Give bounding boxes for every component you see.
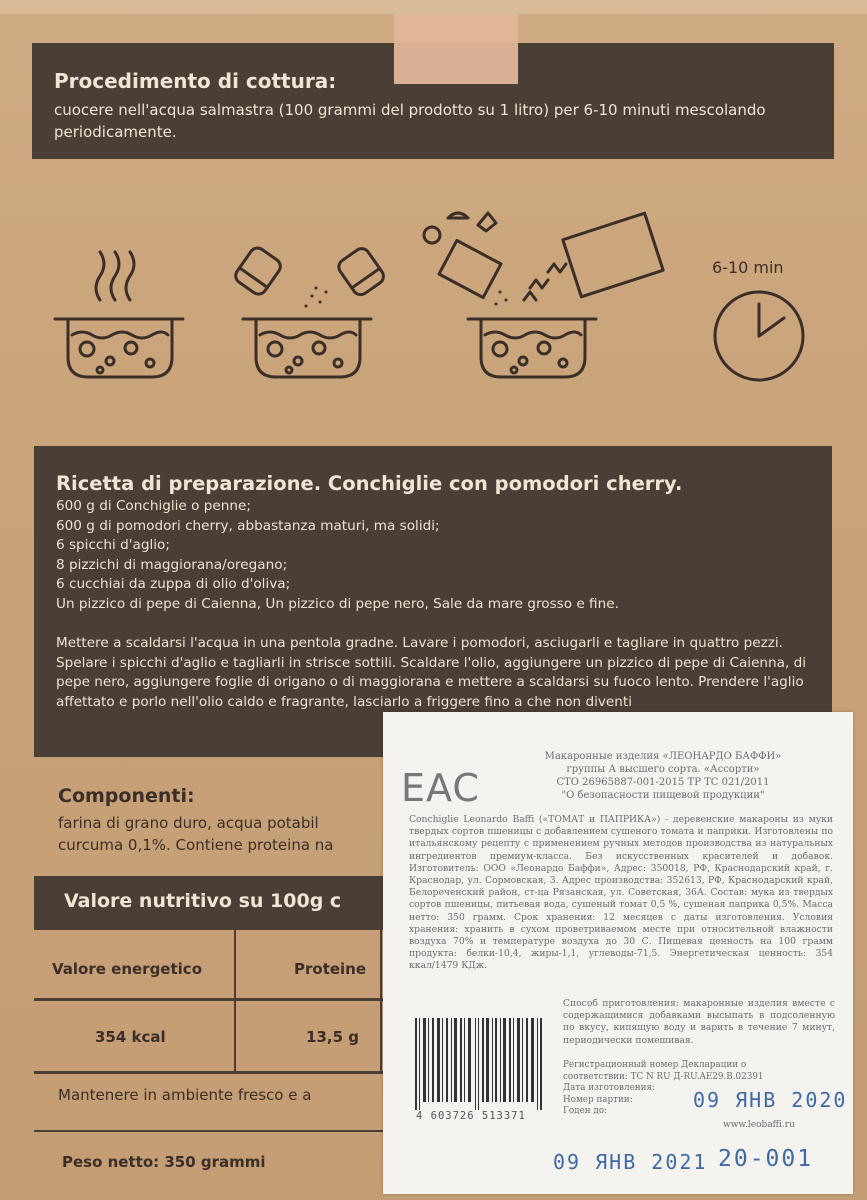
registration-line: Регистрационный номер Декларации о [563,1060,747,1070]
tape-strip [394,14,518,84]
list-item: 8 pizzichi di maggiorana/oregano; [56,556,288,573]
net-weight: Peso netto: 350 grammi [62,1153,266,1171]
components-text [58,812,388,856]
cooking-steps-illustration [0,200,867,400]
components-line: curcuma 0,1%. Contiene proteina na [58,836,334,854]
production-date-stamp: 09 ЯНВ 2020 [693,1088,848,1112]
barcode [415,1018,543,1110]
barcode-number: 4 603726 513371 [416,1110,526,1122]
recipe-method: Mettere a scaldarsi l'acqua in una pentola gradne. Lavare i pomodori, asciugarli e tagliare in quattro pezzi. Spelare i spicchi d'aglio e tagliarli in strisce sottili. Scaldare l'olio, aggiungere un pizzico di pepe di Caienna, di pepe nero, aggiungere foglie di origano o di maggiorana e mettere a scaldarsi su fuoco lento. Prendere l'aglio affettato e porlo nell'olio caldo e fragrante, lasciarlo a friggere fino a che non diventi [56,635,807,711]
table-divider [34,998,384,1001]
salt-pot-icon [233,245,387,377]
table-divider [234,930,236,1072]
lot-number-stamp: 20-001 [718,1146,814,1172]
nutrition-protein-value: 13,5 g [306,1028,359,1046]
sticker-header-line: группы А высшего сорта. «Ассорти» [566,764,760,775]
storage-text: Mantenere in ambiente fresco e a [58,1086,312,1104]
sticker-header-line: "О безопасности пищевой продукции" [561,790,765,801]
clock-icon [715,292,803,380]
components-line: farina di grano duro, acqua potabil [58,814,319,832]
nutrition-title: Valore nutritivo su 100g c [64,890,342,912]
recipe-title: Ricetta di preparazione. Conchiglie con pomodori cherry. [56,472,683,495]
registration-line: соответствии: TC N RU Д-RU.AE29.B.02391 [563,1071,764,1082]
nutrition-energy-value: 354 kcal [95,1028,166,1046]
eac-mark: EAC [401,766,480,810]
cooking-text: cuocere nell'acqua salmastra (100 grammi del prodotto su 1 litro) per 6-10 minuti mescolando periodicamente. [54,101,766,141]
sticker-header-line: Макаронные изделия «ЛЕОНАРДО БАФФИ» [544,751,782,762]
table-divider [380,930,382,1072]
list-item: 600 g di pomodori cherry, abbastanza maturi, ma solidi; [56,517,440,534]
sticker-description: Conchiglie Leonardo Baffi («ТОМАТ и ПАПРИКА») - деревенские макароны из муки твердых сортов пшеницы с добавлением сушеного томата и паприки. Изготовлены по итальянскому рецепту с применением ручных методов производства из натуральных ингредиентов премиум-класса. Без искусственных красителей и добавок. Изготовитель: ООО «Леонардо Баффи», Адрес: 350018, РФ, Краснодарский край, г. Краснодар, ул. Сормовская, 3. Адрес производства: 352613, РФ, Краснодарский край, Белореченский район, ст-ца Рязанская, ул. Советская, 36А. Состав: мука из твердых сортов пшеницы, питьевая вода, сушеный томат 0,5 %, сушеная паприка 0,5%. Масса нетто: 350 грамм. Срок хранения: 12 месяцев с даты изготовления. Условия хранения: хранить в сухом проветриваемом месте при относительной влажности воздуха 70% и температуре воздуха до 30 С. Пищевая ценность на 100 грамм продукта: белки-10,4, жиры-1,1, углеводы-71,5. Энергетическая ценность: 354 ккал/1479 КДж. [409,814,833,972]
list-item: Un pizzico di pepe di Caienna, Un pizzico di pepe nero, Sale da mare grosso e fine. [56,595,619,612]
sticker-header [493,750,833,802]
cooking-title: Procedimento di cottura: [54,69,337,93]
package-top-edge [0,0,867,14]
registration-line: Годен до: [563,1106,608,1116]
list-item: 600 g di Conchiglie o penne; [56,498,251,514]
nutrition-col-energy: Valore energetico [52,960,202,978]
website: www.leobaffi.ru [723,1120,795,1130]
registration-line: Номер партии: [563,1094,633,1105]
pasta-pot-icon [424,213,663,377]
list-item: 6 cucchiai da zuppa di olio d'oliva; [56,576,291,592]
table-divider [34,1071,384,1074]
ingredient-list [56,497,816,614]
import-label-sticker [383,712,853,1194]
expiry-date-stamp: 09 ЯНВ 2021 [553,1150,708,1174]
sticker-header-line: СТО 26965887-001-2015 ТР ТС 021/2011 [556,777,770,788]
boiling-pot-icon [55,252,183,377]
recipe-panel [34,446,832,757]
components-title: Componenti: [58,785,195,807]
divider [34,1130,384,1132]
registration-line: Дата изготовления: [563,1083,656,1093]
cooking-time-label: 6-10 min [712,258,784,277]
sticker-cooking: Способ приготовления: макаронные изделия вместе с содержащимися добавками высыпать в подсоленную по вкусу, кипящую воду и варить в течение 7 минут, периодически помешивая. [563,998,835,1046]
list-item: 6 spicchi d'aglio; [56,537,170,553]
nutrition-col-protein: Proteine [294,960,367,978]
